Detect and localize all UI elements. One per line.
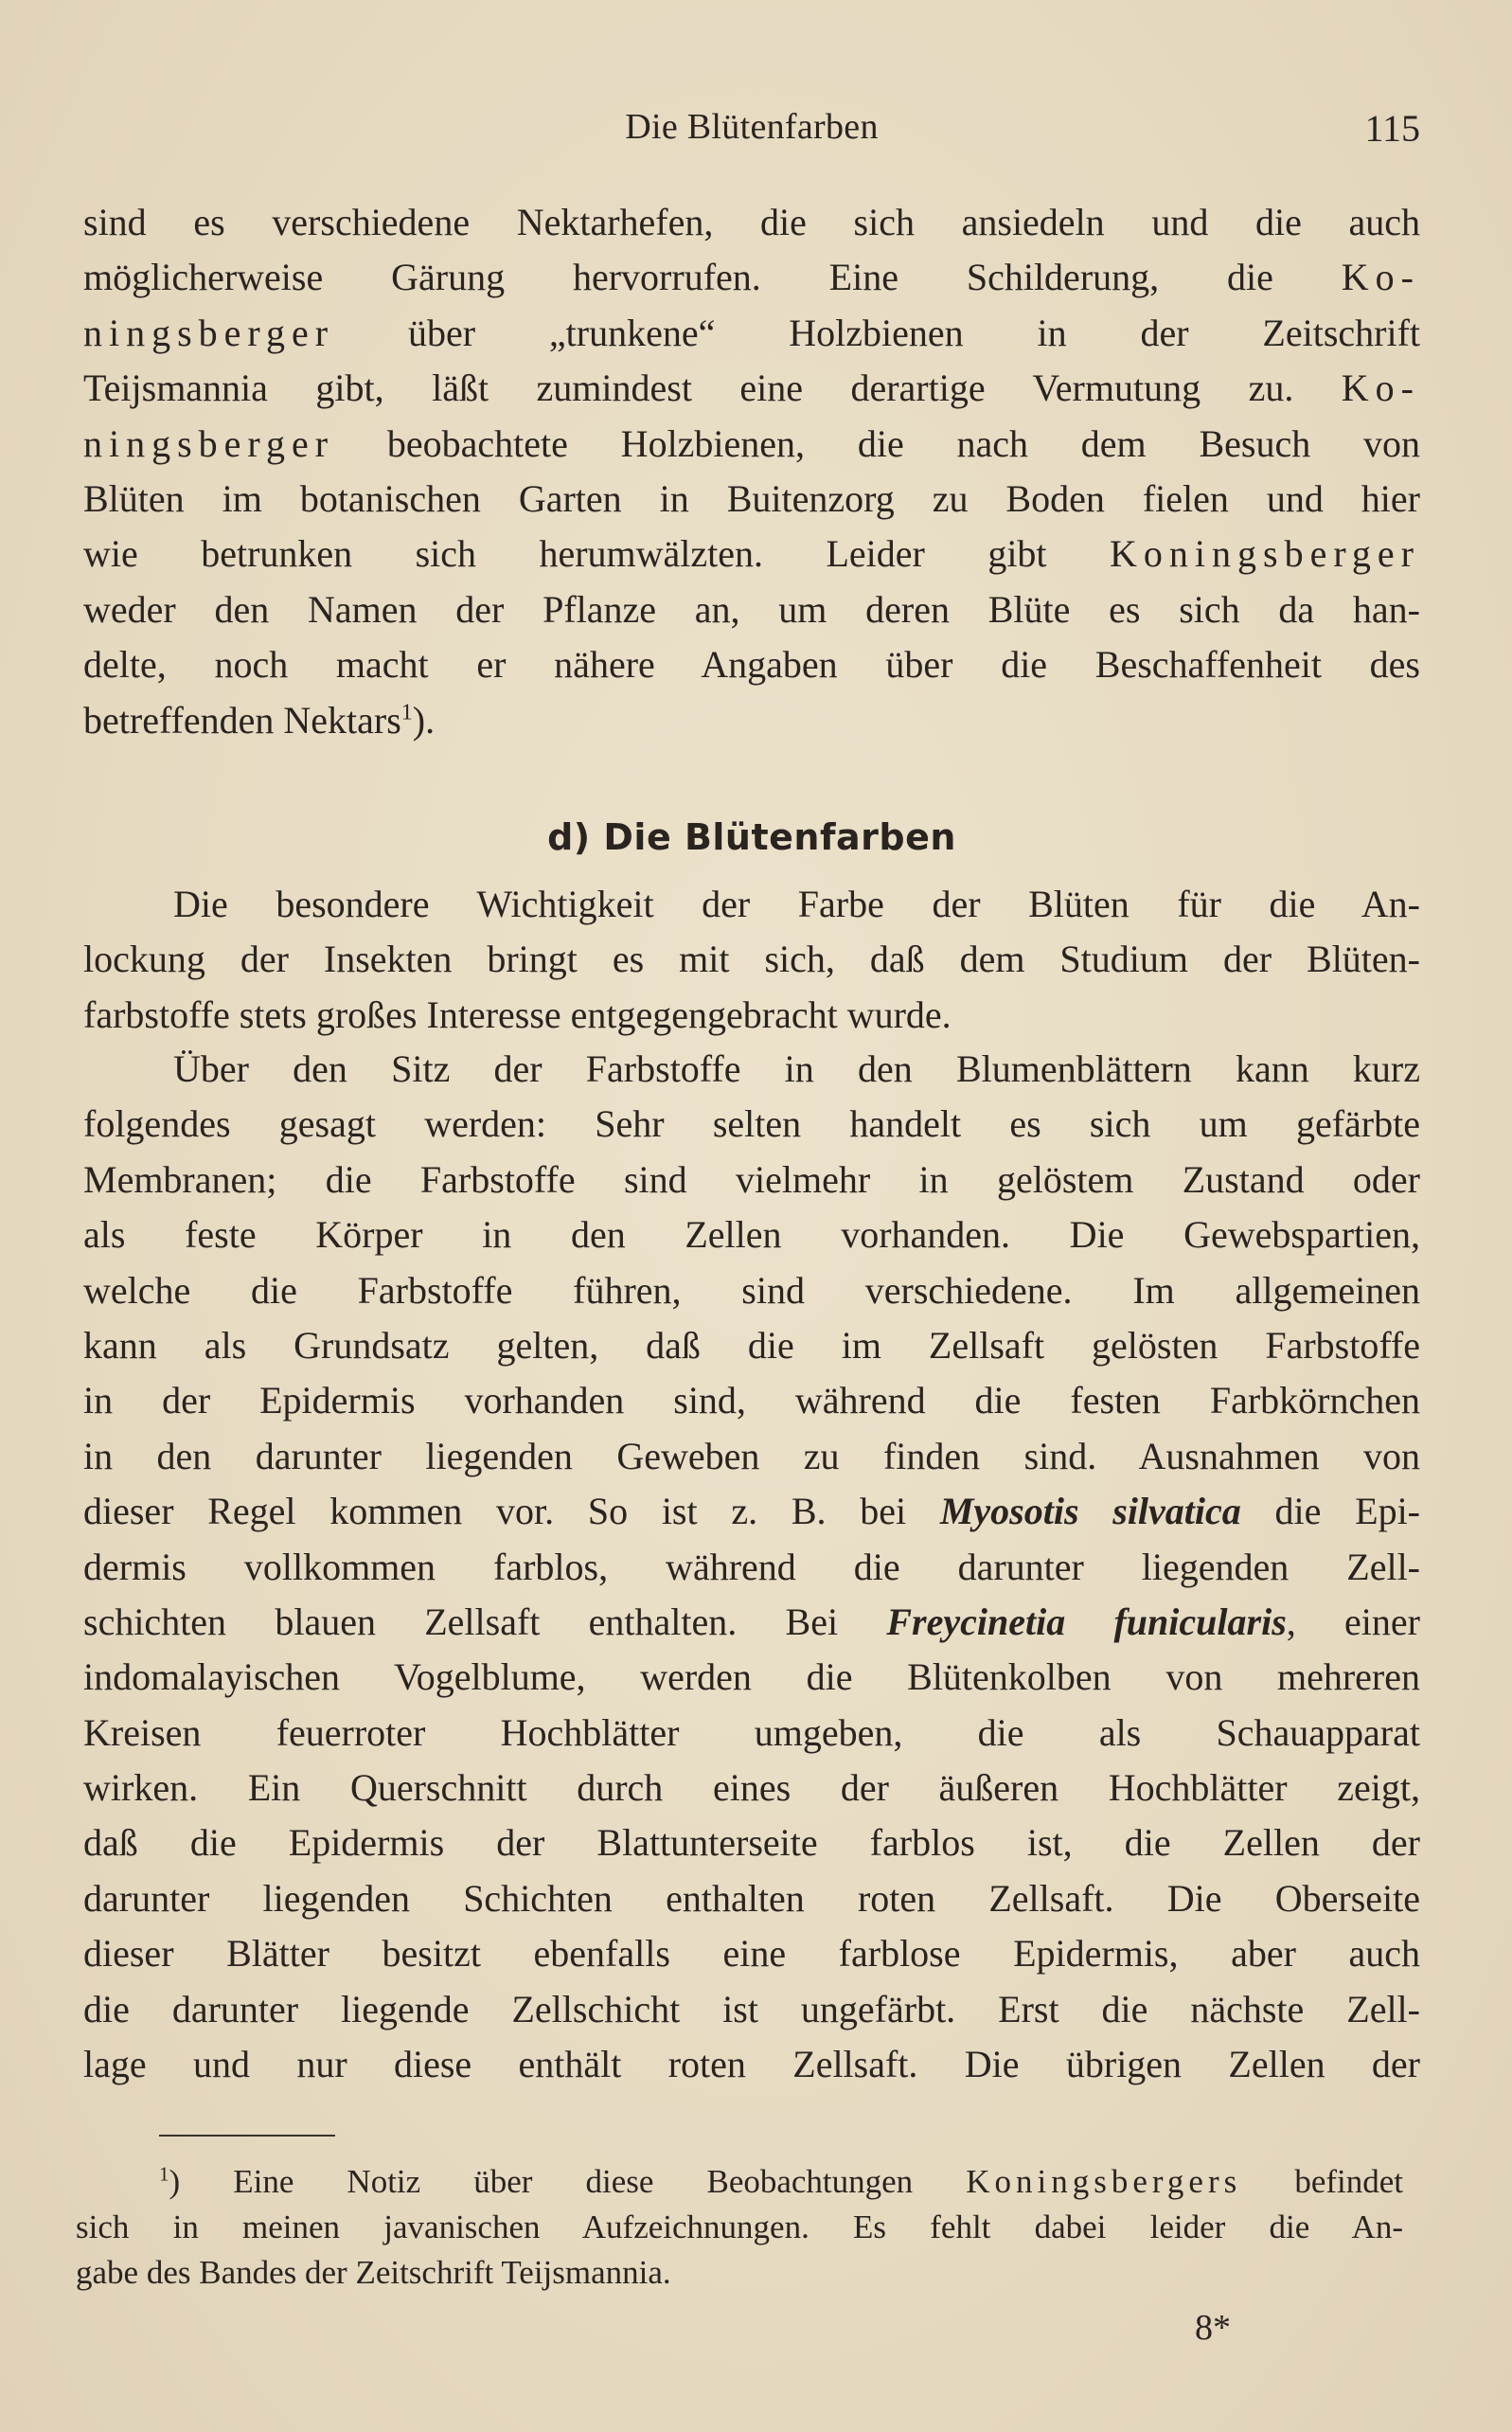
text-line: in den darunter liegenden Geweben zu finden sind. Ausnahmen von xyxy=(83,1434,1420,1477)
text-line: möglicherweise Gärung hervorrufen. Eine Schilderung, die Ko- xyxy=(83,256,1420,299)
text-line: welche die Farbstoffe führen, sind verschiedene. Im allgemeinen xyxy=(83,1268,1420,1312)
author-name: ningsberger xyxy=(83,311,335,354)
author-name: Koningsbergers xyxy=(966,2163,1242,2200)
running-header xyxy=(83,106,1420,153)
text-line: Teijsmannia gibt, läßt zumindest eine derartige Vermutung zu. Ko- xyxy=(83,367,1420,410)
text-line: farbstoffe stets großes Interesse entgegengebracht wurde. xyxy=(83,992,952,1036)
text-line: kann als Grundsatz gelten, daß die im Zellsaft gelösten Farbstoffe xyxy=(83,1323,1420,1367)
text-line: delte, noch macht er nähere Angaben über die Beschaffenheit des xyxy=(83,643,1420,687)
text-line: Über den Sitz der Farbstoffe in den Blumenblättern kann kurz xyxy=(173,1047,1420,1090)
running-title: Die Blütenfarben xyxy=(625,107,879,147)
footnote-ref: 1 xyxy=(400,700,413,725)
text-line: Kreisen feuerroter Hochblätter umgeben, die als Schauapparat xyxy=(83,1710,1420,1754)
author-name: Koningsberger xyxy=(1110,532,1420,576)
text-line: wirken. Ein Querschnitt durch eines der äußeren Hochblätter zeigt, xyxy=(83,1766,1420,1810)
text-line: lage und nur diese enthält roten Zellsaft. Die übrigen Zellen der xyxy=(83,2043,1420,2086)
text-line: dermis vollkommen farblos, während die darunter liegenden Zell- xyxy=(83,1545,1420,1588)
paragraph-3 xyxy=(83,1042,1420,2092)
section-heading: d) Die Blütenfarben xyxy=(547,816,956,858)
text-line: wie betrunken sich herumwälzten. Leider gibt Koningsberger xyxy=(83,532,1420,576)
species-name: Myosotis silvatica xyxy=(939,1490,1241,1533)
text-line: ningsberger über „trunkene“ Holzbienen in der Zeitschrift xyxy=(83,311,1420,354)
text-line: weder den Namen der Pflanze an, um deren Blüte es sich da han- xyxy=(83,587,1420,631)
footnote-line: $^1$) Eine Notiz über diese Beobachtungen Koningsbergers befindet xyxy=(159,2162,1403,2200)
text-line: dieser Regel kommen vor. So ist z. B. bei Myosotis silvatica die Epi- xyxy=(83,1490,1420,1533)
footnote-marker: 1 xyxy=(159,2162,169,2186)
species-name: Freycinetia funicularis xyxy=(886,1600,1287,1643)
page-number: 115 xyxy=(1364,107,1420,150)
text-line: Membranen; die Farbstoffe sind vielmehr in gelöstem Zustand oder xyxy=(83,1157,1420,1201)
text-line: daß die Epidermis der Blattunterseite farblos ist, die Zellen der xyxy=(83,1821,1420,1865)
author-name: ningsberger xyxy=(83,421,335,465)
paragraph-1 xyxy=(83,195,1420,748)
paragraph-2 xyxy=(83,877,1420,1043)
author-name: Ko- xyxy=(1341,256,1420,299)
signature-mark: 8* xyxy=(1195,2308,1231,2348)
text-line: betreffenden Nektars$^1$). xyxy=(83,698,436,742)
footnote-line: gabe des Bandes der Zeitschrift Teijsmannia. xyxy=(76,2254,671,2291)
text-line: dieser Blätter besitzt ebenfalls eine farblose Epidermis, aber auch xyxy=(83,1932,1420,1976)
text-line: Die besondere Wichtigkeit der Farbe der Blüten für die An- xyxy=(173,883,1420,925)
author-name: Ko- xyxy=(1341,367,1420,410)
text-line: indomalayischen Vogelblume, werden die Blütenkolben von mehreren xyxy=(83,1655,1420,1699)
text-line: als feste Körper in den Zellen vorhanden. Die Gewebspartien, xyxy=(83,1213,1420,1257)
footnote-line: sich in meinen javanischen Aufzeichnungen. Es fehlt dabei leider die An- xyxy=(76,2208,1403,2245)
footnote-divider xyxy=(159,2135,335,2137)
text-line: schichten blauen Zellsaft enthalten. Bei Freycinetia funicularis, einer xyxy=(83,1600,1420,1643)
text-line: in der Epidermis vorhanden sind, während die festen Farbkörnchen xyxy=(83,1379,1420,1422)
text-line: folgendes gesagt werden: Sehr selten handelt es sich um gefärbte xyxy=(83,1102,1420,1146)
text-line: die darunter liegende Zellschicht ist ungefärbt. Erst die nächste Zell- xyxy=(83,1987,1420,2030)
text-line: ningsberger beobachtete Holzbienen, die nach dem Besuch von xyxy=(83,421,1420,465)
text-line: sind es verschiedene Nektarhefen, die sich ansiedeln und die auch xyxy=(83,201,1420,243)
text-line: Blüten im botanischen Garten in Buitenzorg zu Boden fielen und hier xyxy=(83,476,1420,520)
text-line: darunter liegenden Schichten enthalten roten Zellsaft. Die Oberseite xyxy=(83,1876,1420,1920)
footnote xyxy=(76,2159,1403,2296)
text-line: lockung der Insekten bringt es mit sich, daß dem Studium der Blüten- xyxy=(83,938,1420,981)
